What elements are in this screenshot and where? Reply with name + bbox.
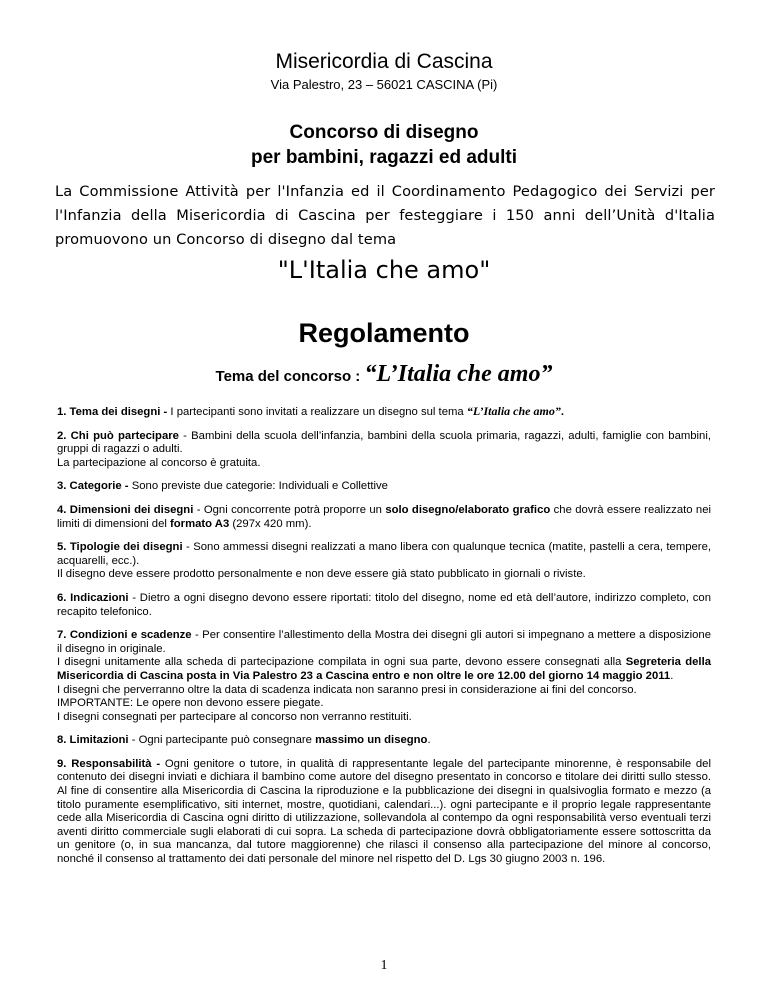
rule-2-heading: 2. Chi può partecipare <box>57 429 179 442</box>
rule-7-line-4: IMPORTANTE: Le opere non devono essere piegate. <box>57 697 324 710</box>
theme-label: Tema del concorso : <box>215 368 365 385</box>
contest-title-line-1: Concorso di disegno <box>289 122 479 143</box>
contest-title <box>0 120 768 170</box>
contest-slogan: "L'Italia che amo" <box>277 256 491 284</box>
rule-7-line-3: I disegni che perverranno oltre la data di scadenza indicata non saranno presi in considerazione ai fini del concorso. <box>57 683 637 696</box>
contest-title-line-2: per bambini, ragazzi ed adulti <box>250 147 518 168</box>
rule-4 <box>57 504 711 531</box>
rule-7-text: - Per consentire l’allestimento della Mostra dei disegni gli autori si impegnano a mettere a disposizione il disegno in originale. <box>57 629 711 655</box>
rule-7-line-2-end: . <box>670 669 674 682</box>
rule-4-bold-b: formato A3 <box>170 517 230 530</box>
regulation-title: Regolamento <box>298 318 470 348</box>
rule-7-deadline: Segreteria della Misericordia di Cascina posta in Via Palestro 23 a Cascina entro e non oltre le ore 12.00 del giorno 14 maggio 2011 <box>57 656 711 682</box>
rule-8-text: - Ogni partecipante può consegnare <box>128 734 316 747</box>
rule-4-text-b: che dovrà essere realizzato nei limiti di dimensioni del <box>57 503 711 530</box>
contest-theme-line <box>0 361 768 388</box>
rule-3-heading: 3. Categorie - <box>57 480 129 493</box>
rule-1-text: I partecipanti sono invitati a realizzare un disegno sul tema <box>167 406 467 418</box>
rule-4-heading: 4. Dimensioni dei disegni <box>57 503 194 516</box>
rule-7 <box>57 629 711 724</box>
organization-name: Misericordia di Cascina <box>275 50 493 73</box>
rule-1-end: . <box>560 406 564 418</box>
rule-9-heading: 9. Responsabilità - <box>57 757 161 770</box>
rule-7-line-5: I disegni consegnati per partecipare al concorso non verranno restituiti. <box>57 710 412 723</box>
organization-address: Via Palestro, 23 – 56021 CASCINA (Pi) <box>270 77 498 92</box>
rule-8-heading: 8. Limitazioni <box>57 734 129 747</box>
rule-3-text: Sono previste due categorie: Individuali e Collettive <box>128 480 388 493</box>
rule-5-heading: 5. Tipologie dei disegni <box>57 541 183 554</box>
rule-2-line-2: La partecipazione al concorso è gratuita. <box>57 456 261 469</box>
rule-1 <box>57 405 711 420</box>
rule-8 <box>57 734 711 748</box>
rule-2 <box>57 430 711 471</box>
rule-9-text: Ogni genitore o tutore, in qualità di rappresentante legale del partecipante minorenne, è responsabile del contenuto dei disegni inviati e dichiara il bambino come autore del disegno presentato in concorso e titolare dei diritti sullo stesso. Al fine di consentire alla Misericordia di Cascina la riproduzione e la pubblicazione dei disegni in qualsivoglia formato e mezzo (a titolo puramente esemplificativo, siti internet, mostre, quotidiani, calendari...). ogni partecipante e il proprio legale rappresentante cede alla Misericordia di Cascina ogni diritto di utilizzazione, sollevandola al contempo da ogni responsabilità verso eventuali terzi aventi diritto commerciale sugli elaborati di cui sopra. La scheda di partecipazione dovrà obbligatoriamente essere sottoscritta da un genitore (o, in sua mancanza, dal tutore maggiorenne) che rilasci il consenso alla partecipazione del minore al concorso, nonché il consenso al trattamento dei dati personale del minore nel rispetto del D. Lgs 30 giugno 2003 n. 196. <box>57 757 711 866</box>
rule-9 <box>57 758 711 867</box>
rule-7-heading: 7. Condizioni e scadenze <box>57 629 192 642</box>
rule-8-bold: massimo un disegno <box>315 734 428 747</box>
rule-8-end: . <box>427 734 431 747</box>
rule-4-bold-a: solo disegno/elaborato grafico <box>385 503 551 516</box>
rule-4-text-a: - Ogni concorrente potrà proporre un <box>193 503 386 516</box>
theme-value: “L’Italia che amo” <box>364 361 553 387</box>
rule-4-text-c: (297x 420 mm). <box>229 517 312 530</box>
intro-paragraph: La Commissione Attività per l'Infanzia ed il Coordinamento Pedagogico dei Servizi per l'Infanzia della Misericordia di Cascina per festeggiare i 150 anni dell’Unità d'Italia promuovono un Concorso di disegno dal tema <box>55 183 715 248</box>
rule-6-text: - Dietro a ogni disegno devono essere riportati: titolo del disegno, nome ed età dell’autore, indirizzo completo, con recapito telefonico. <box>57 591 711 618</box>
page-number: 1 <box>380 958 388 973</box>
rule-5-line-2: Il disegno deve essere prodotto personalmente e non deve essere già stato pubblicato in giornali o riviste. <box>57 568 586 581</box>
rule-6-heading: 6. Indicazioni <box>57 591 129 604</box>
rules-list <box>57 405 711 877</box>
rule-7-line-2: I disegni unitamente alla scheda di partecipazione compilata in ogni sua parte, devono essere consegnati alla <box>57 656 626 669</box>
rule-5-text: - Sono ammessi disegni realizzati a mano libera con qualunque tecnica (matite, pastelli a cera, tempere, acquarelli, ecc.). <box>57 541 711 567</box>
rule-1-heading: 1. Tema dei disegni - <box>57 406 168 418</box>
rule-3 <box>57 480 711 494</box>
rule-2-text: - Bambini della scuola dell’infanzia, bambini della scuola primaria, ragazzi, adulti, famiglie con bambini, gruppi di ragazzi o adulti. <box>57 429 711 456</box>
rule-5 <box>57 541 711 582</box>
rule-6 <box>57 592 711 619</box>
rule-1-theme: “L’Italia che amo” <box>466 404 561 418</box>
